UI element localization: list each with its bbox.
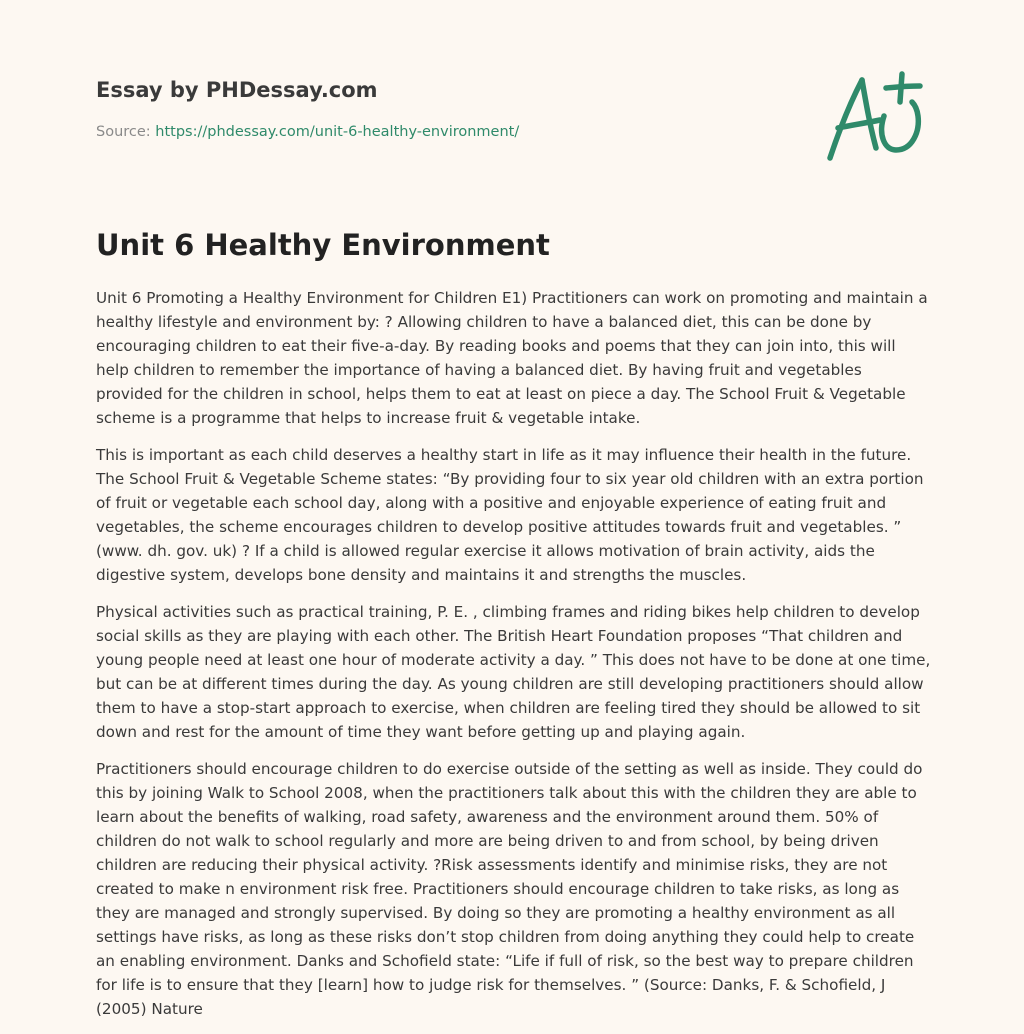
article-paragraph: Physical activities such as practical training, P. E. , climbing frames and riding bikes help children to develop social skills as they are playing with each other. The British Heart Foundation proposes “That children and young people need at least one hour of moderate activity a day. ” This does not have to be done at one time, but can be at different times during the day. As young children are still developing practitioners should allow them to have a stop-start approach to exercise, when children are feeling tired they should be allowed to sit down and rest for the amount of time they want before getting up and playing again. xyxy=(96,603,931,741)
article-paragraph: This is important as each child deserves a healthy start in life as it may influence their health in the future. The School Fruit & Vegetable Scheme states: “By providing four to six year old children with an extra portion of fruit or vegetable each school day, along with a positive and enjoyable experience of eating fruit and vegetables, the scheme encourages children to develop positive attitudes towards fruit and vegetables. ” (www. dh. gov. uk) ? If a child is allowed regular exercise it allows motivation of brain activity, aids the digestive system, develops bone density and maintains it and strengths the muscles. xyxy=(96,446,924,584)
article-paragraph: Practitioners should encourage children to do exercise outside of the setting as well as inside. They could do this by joining Walk to School 2008, when the practitioners talk about this with the children they are able to learn about the benefits of walking, road safety, awareness and the environment around them. 50% of children do not walk to school regularly and more are being driven to and from school, by being driven children are reducing their physical activity. ?Risk assessments identify and minimise risks, they are not created to make n environment risk free. Practitioners should encourage children to take risks, as long as they are managed and strongly supervised. By doing so they are promoting a healthy environment as all settings have risks, as long as these risks don’t stop children from doing anything they could help to create an enabling environment. Danks and Schofield state: “Life if full of risk, so the best way to prepare children for life is to ensure that they [learn] how to judge risk for themselves. ” (Source: Danks, F. & Schofield, J (2005) Nature xyxy=(96,760,923,1018)
page-header xyxy=(96,76,796,140)
source-label: Source: xyxy=(96,124,151,140)
article-body xyxy=(96,286,932,1034)
site-brand: Essay by PHDessay.com xyxy=(96,78,378,102)
article-paragraph: Unit 6 Promoting a Healthy Environment for Children E1) Practitioners can work on promoting and maintain a healthy lifestyle and environment by: ? Allowing children to have a balanced diet, this can be done by encouraging children to eat their five-a-day. By reading books and poems that they can join into, this will help children to remember the importance of having a balanced diet. By having fruit and vegetables provided for the children in school, helps them to eat at least on piece a day. The School Fruit & Vegetable scheme is a programme that helps to increase fruit & vegetable intake. xyxy=(96,289,928,427)
source-link[interactable]: https://phdessay.com/unit-6-healthy-environment/ xyxy=(155,124,520,140)
a-plus-logo-icon xyxy=(822,68,926,164)
article-title: Unit 6 Healthy Environment xyxy=(96,228,550,262)
source-line xyxy=(96,124,519,140)
